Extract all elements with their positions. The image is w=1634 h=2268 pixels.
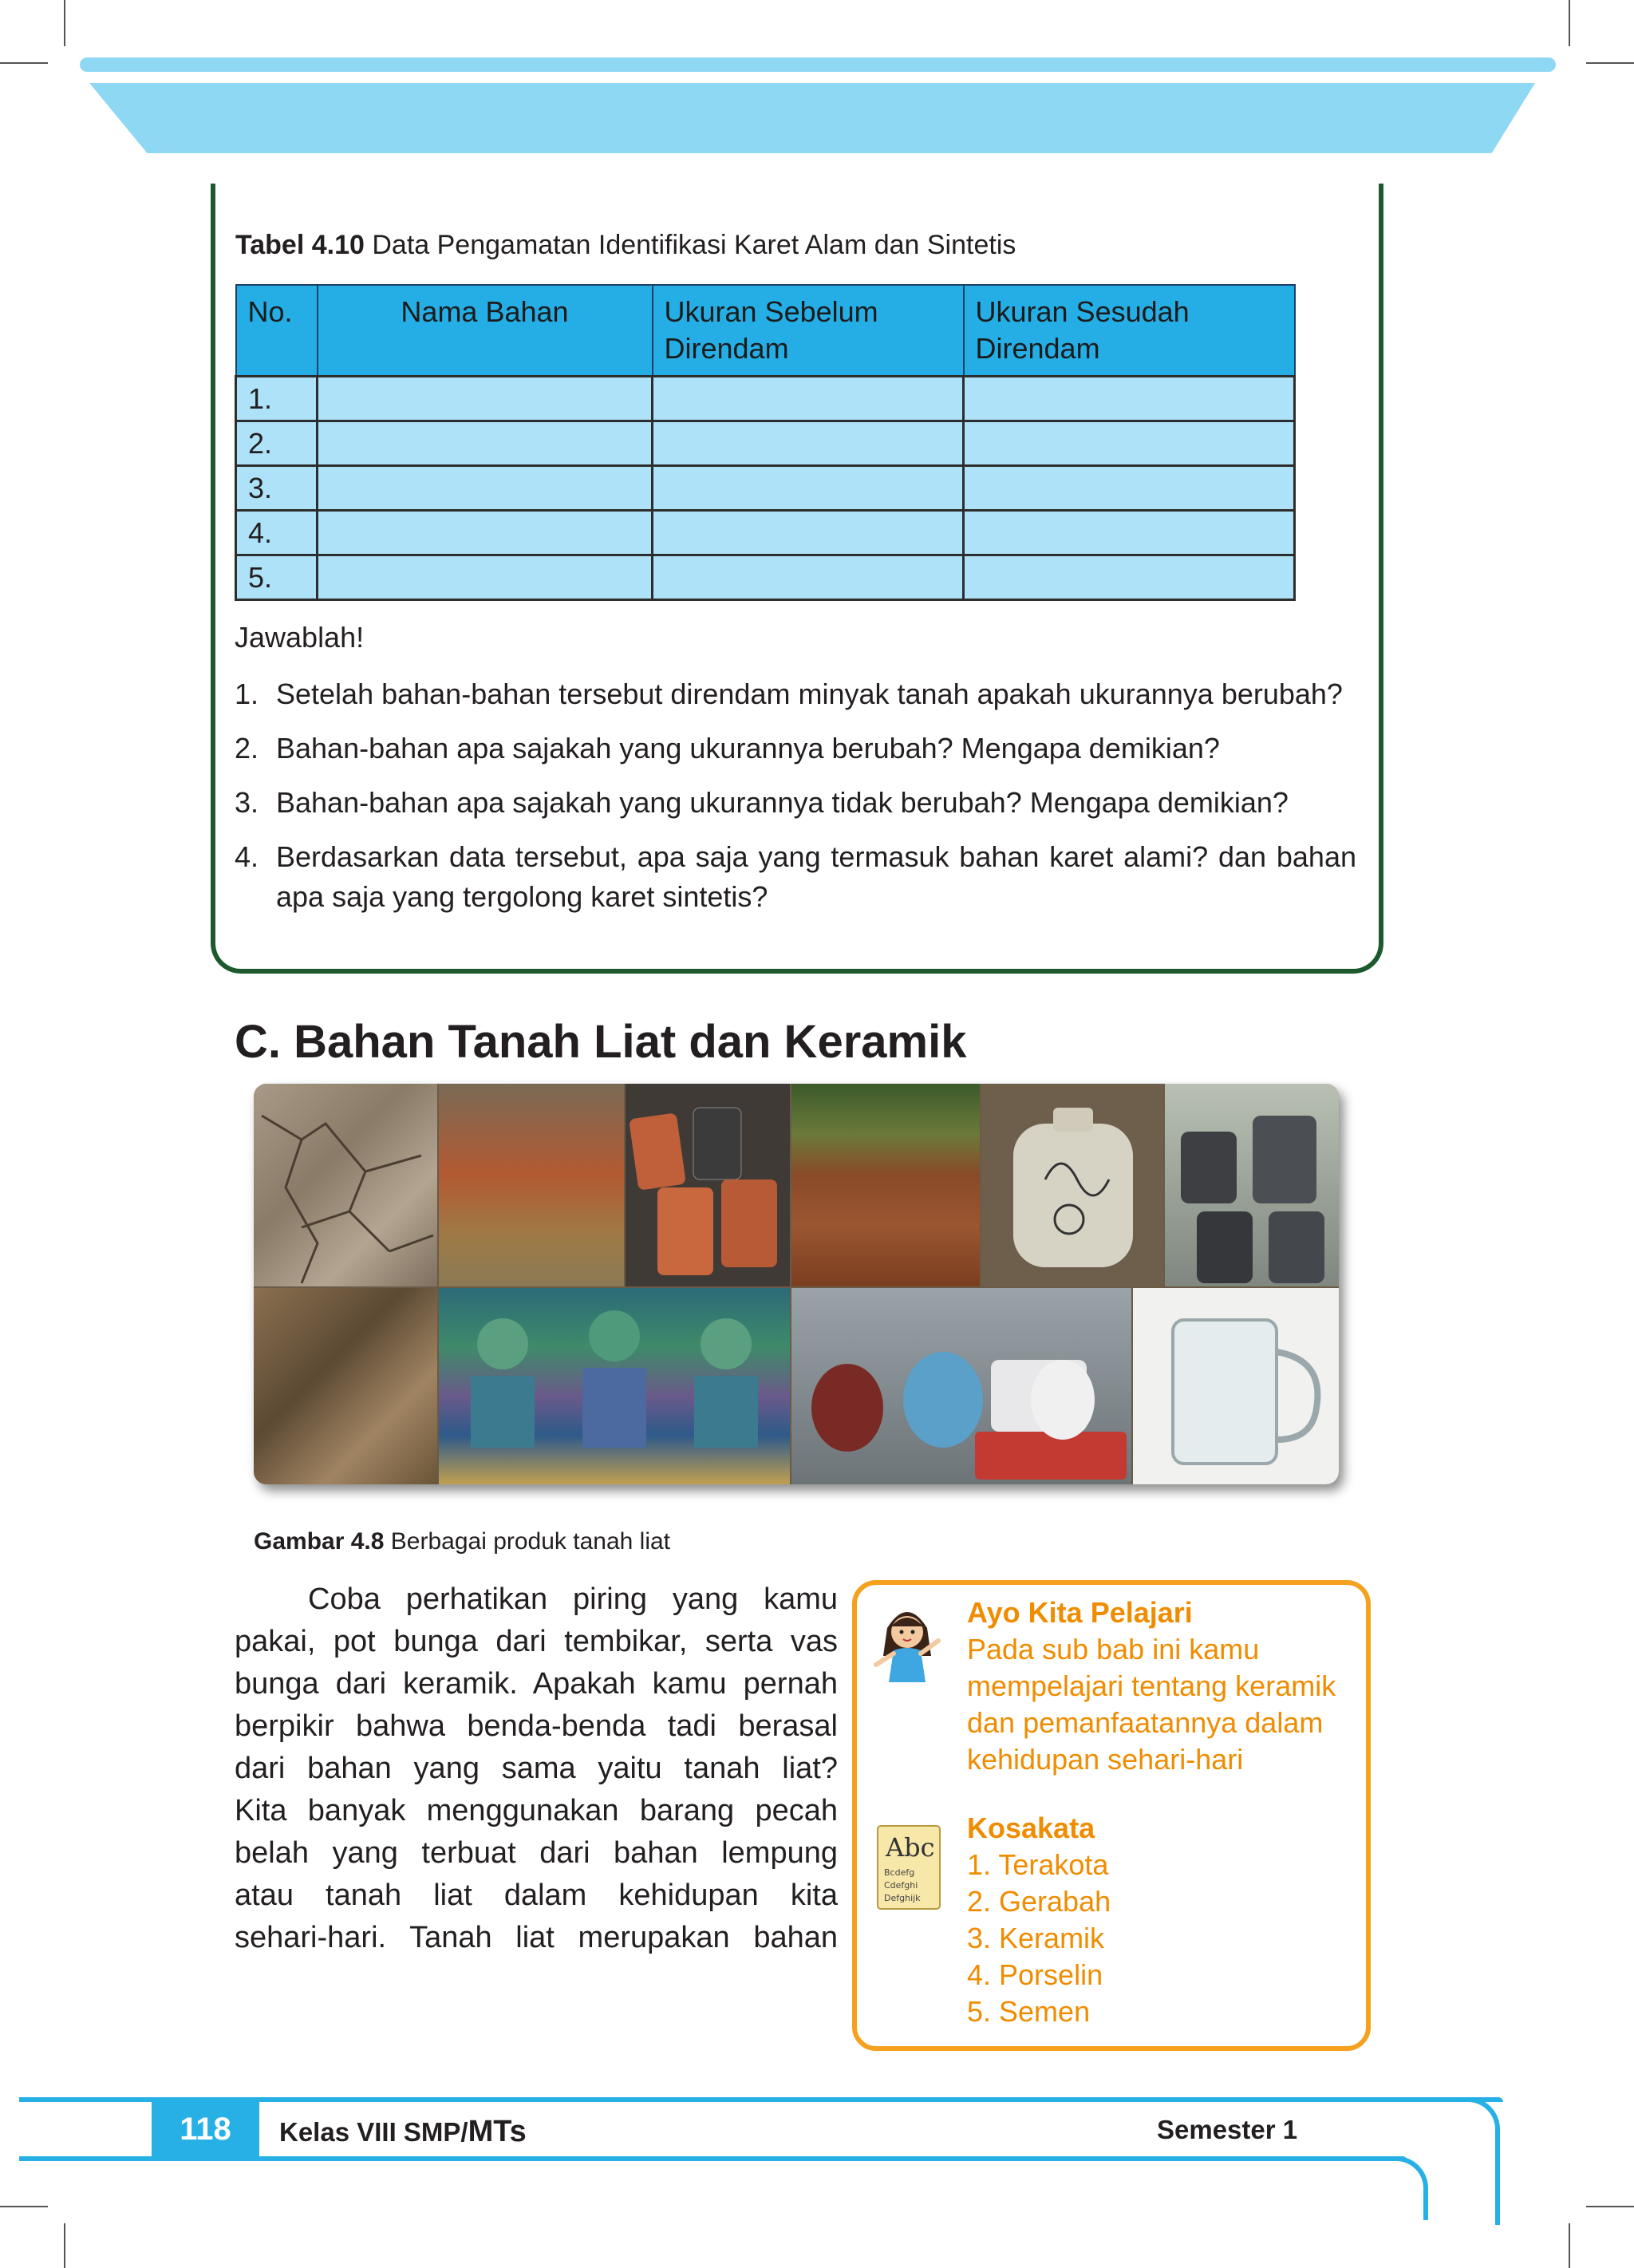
vocab-item: 5. Semen xyxy=(967,1995,1091,2028)
crop-mark xyxy=(64,0,65,46)
questions-intro: Jawablah! xyxy=(235,621,365,654)
table-cell xyxy=(653,466,964,511)
figure-caption-text: Berbagai produk tanah liat xyxy=(390,1528,671,1555)
table-cell-no: 1. xyxy=(236,377,318,421)
question-item xyxy=(235,674,1356,714)
table-cell xyxy=(964,377,1295,421)
footer-semester: Semester 1 xyxy=(1157,2115,1298,2144)
header-banner-line xyxy=(80,57,1556,72)
table-cell xyxy=(964,466,1295,511)
body-line: berpikir bahwa benda-benda tadi berasal xyxy=(235,1709,838,1743)
crop-mark xyxy=(64,2223,65,2268)
table-cell xyxy=(653,511,964,555)
table-caption-label: Tabel 4.10 xyxy=(235,230,365,260)
table-cell xyxy=(318,421,653,466)
footer-class-prefix: Kelas VIII SMP/ xyxy=(279,2117,468,2147)
body-line: atau tanah liat dalam kehidupan kita xyxy=(235,1879,838,1912)
table-row xyxy=(236,511,1295,555)
info-line: kehidupan sehari-hari xyxy=(967,1743,1244,1776)
info-text-block xyxy=(967,1594,1336,1778)
table-header-sesudah: Ukuran Sesudah Direndam xyxy=(964,285,1295,377)
section-title: C. Bahan Tanah Liat dan Keramik xyxy=(235,1016,967,1068)
body-line: bunga dari keramik. Apakah kamu pernah xyxy=(235,1667,838,1701)
question-list xyxy=(235,674,1356,931)
question-number: 1. xyxy=(235,678,259,710)
table-caption xyxy=(235,230,1016,261)
vocab-item: 1. Terakota xyxy=(967,1848,1109,1881)
footer-rule-lower-curve xyxy=(1372,2156,1428,2220)
table-cell-no: 3. xyxy=(236,466,318,511)
table-cell-no: 5. xyxy=(236,555,318,600)
crop-mark xyxy=(1586,2206,1634,2207)
abc-icon-text: Abc xyxy=(886,1832,935,1863)
figure-caption xyxy=(254,1528,670,1555)
clay-products-photo-collage xyxy=(254,1084,1339,1484)
crop-mark xyxy=(0,2206,48,2207)
question-item xyxy=(235,729,1356,769)
photo-glass-mug xyxy=(1133,1288,1339,1484)
student-girl-icon xyxy=(863,1596,951,1684)
crop-mark xyxy=(1586,62,1634,64)
table-header-sebelum: Ukuran Sebelum Direndam xyxy=(653,285,964,377)
figure-caption-label: Gambar 4.8 xyxy=(254,1528,385,1555)
info-line: Pada sub bab ini kamu xyxy=(967,1633,1260,1665)
vocab-block xyxy=(967,1810,1111,2030)
info-line: mempelajari tentang keramik xyxy=(967,1669,1336,1702)
vocab-heading: Kosakata xyxy=(967,1812,1095,1844)
body-paragraph xyxy=(235,1579,838,1959)
question-number: 3. xyxy=(235,786,259,819)
footer-rule-curve xyxy=(1452,2097,1500,2225)
info-line: dan pemanfaatannya dalam xyxy=(967,1706,1324,1739)
header-banner-divider xyxy=(89,80,1549,83)
body-line: sehari-hari. Tanah liat merupakan bahan xyxy=(235,1921,838,1954)
table-header-nama-bahan: Nama Bahan xyxy=(318,285,653,377)
photo-clay-shards xyxy=(254,1288,437,1484)
question-text: Berdasarkan data tersebut, apa saja yang termasuk bahan karet alami? dan bahan apa saja yang tergolong karet sintetis? xyxy=(276,840,1356,913)
footer-class-label xyxy=(279,2115,527,2149)
table-row xyxy=(236,377,1295,421)
crop-mark xyxy=(0,62,48,64)
table-cell xyxy=(653,555,964,600)
header-banner xyxy=(89,83,1535,153)
vocab-item: 4. Porselin xyxy=(967,1958,1103,1991)
abc-icon-sub: Cdefghi xyxy=(884,1880,918,1891)
table-caption-text: Data Pengamatan Identifikasi Karet Alam dan Sintetis xyxy=(372,230,1016,260)
vocab-item: 3. Keramik xyxy=(967,1922,1105,1954)
table-cell xyxy=(653,377,964,421)
table-cell xyxy=(318,555,653,600)
body-line: Coba perhatikan piring yang kamu xyxy=(308,1582,838,1616)
body-line: pakai, pot bunga dari tembikar, serta vas xyxy=(235,1625,838,1658)
table-header-no: No. xyxy=(236,285,318,377)
table-cell xyxy=(964,421,1295,466)
photo-brick-kiln xyxy=(439,1084,624,1286)
body-line: belah yang terbuat dari bahan lempung xyxy=(235,1836,838,1870)
crop-mark xyxy=(1569,0,1570,46)
photo-stone-pots xyxy=(1165,1084,1339,1286)
info-heading: Ayo Kita Pelajari xyxy=(967,1596,1193,1629)
question-number: 2. xyxy=(235,732,259,765)
table-cell xyxy=(653,421,964,466)
crop-mark xyxy=(1569,2223,1570,2268)
photo-soil-layer xyxy=(791,1084,980,1286)
photo-toilets-and-sinks xyxy=(791,1288,1131,1484)
question-text: Setelah bahan-bahan tersebut direndam minyak tanah apakah ukurannya berubah? xyxy=(276,678,1343,710)
question-text: Bahan-bahan apa sajakah yang ukurannya tidak berubah? Mengapa demikian? xyxy=(276,786,1289,819)
table-cell xyxy=(964,555,1295,600)
footer-rule-lower xyxy=(19,2156,1407,2161)
question-text: Bahan-bahan apa sajakah yang ukurannya berubah? Mengapa demikian? xyxy=(276,732,1220,765)
abc-icon-sub: Defghijk xyxy=(884,1893,921,1903)
table-row xyxy=(236,555,1295,600)
vocab-item: 2. Gerabah xyxy=(967,1885,1111,1918)
footer-class-suffix: MTs xyxy=(468,2115,527,2148)
question-item xyxy=(235,837,1356,917)
abc-notepad-icon xyxy=(873,1818,945,1914)
table-cell-no: 2. xyxy=(236,421,318,466)
photo-ceramic-jar xyxy=(981,1084,1163,1286)
table-cell xyxy=(318,511,653,555)
observation-table xyxy=(235,284,1296,601)
table-cell xyxy=(318,466,653,511)
question-number: 4. xyxy=(235,840,259,873)
table-cell xyxy=(964,511,1295,555)
photo-cracked-clay xyxy=(254,1084,437,1286)
table-cell-no: 4. xyxy=(236,511,318,555)
table-row xyxy=(236,466,1295,511)
abc-icon-sub: Bcdefg xyxy=(884,1867,915,1878)
photo-ceramic-statues xyxy=(439,1288,790,1484)
table-row xyxy=(236,421,1295,466)
body-line: dari bahan yang sama yaitu tanah liat? xyxy=(235,1752,838,1785)
body-line: Kita banyak menggunakan barang pecah xyxy=(235,1794,838,1827)
photo-roof-tiles xyxy=(626,1084,790,1286)
table-cell xyxy=(318,377,653,421)
question-item xyxy=(235,783,1356,823)
page-number: 118 xyxy=(152,2102,259,2156)
